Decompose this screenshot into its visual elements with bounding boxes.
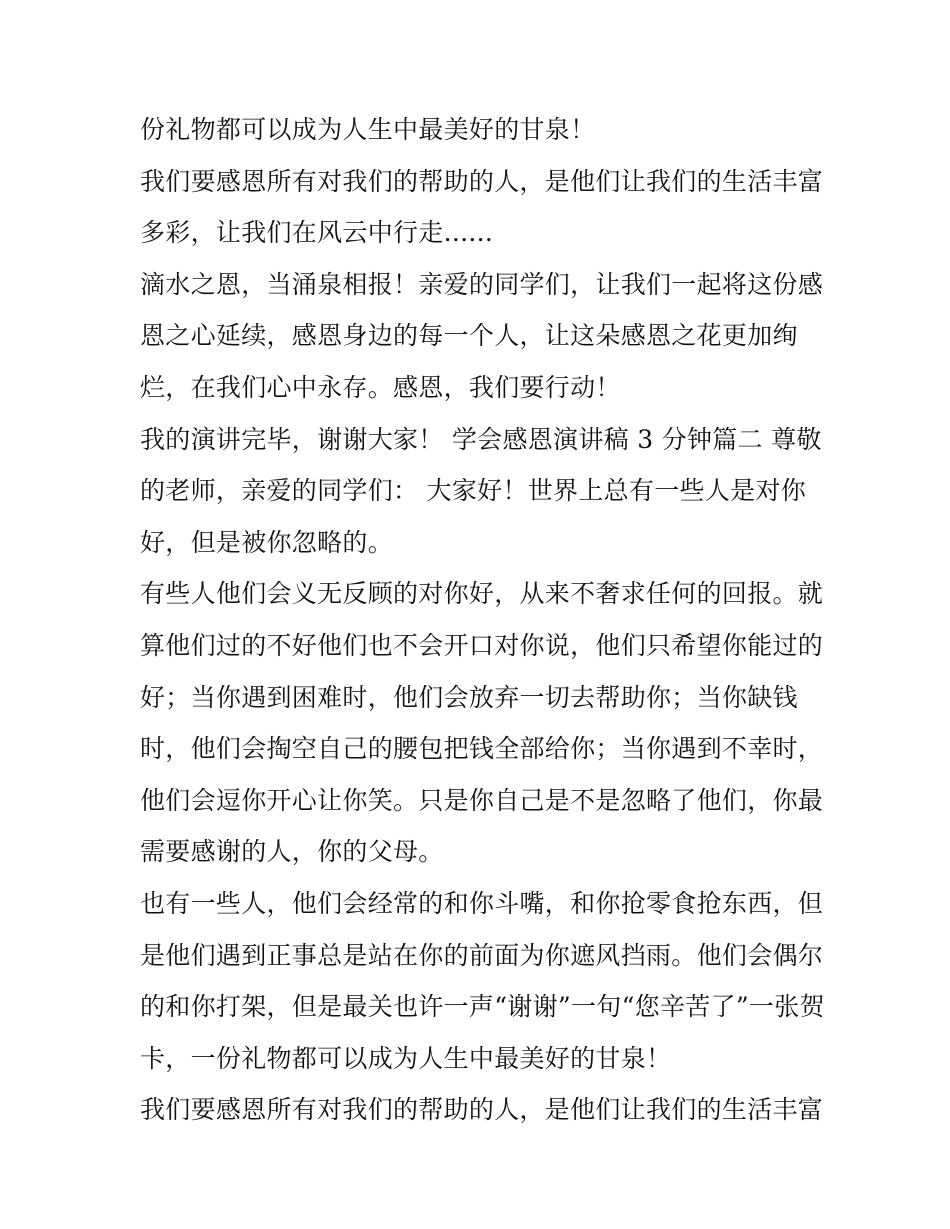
- text-line: 有些人他们会义无反顾的对你好，从来不奢求任何的回报。就: [140, 579, 824, 609]
- text-line: 多彩，让我们在风云中行走......: [140, 218, 494, 248]
- text-line: 份礼物都可以成为人生中最美好的甘泉！: [140, 115, 596, 144]
- text-line: 卡，一份礼物都可以成为人生中最美好的甘泉！: [140, 1043, 672, 1073]
- text-line: 我们要感恩所有对我们的帮助的人，是他们让我们的生活丰富: [140, 166, 824, 196]
- text-line: 是他们遇到正事总是站在你的前面为你遮风挡雨。他们会偶尔: [140, 940, 824, 970]
- text-line: 也有一些人，他们会经常的和你斗嘴，和你抢零食抢东西，但: [140, 888, 824, 918]
- text-line: 的老师，亲爱的同学们： 大家好！世界上总有一些人是对你: [140, 476, 807, 506]
- text-line: 滴水之恩，当涌泉相报！亲爱的同学们，让我们一起将这份感: [140, 269, 824, 299]
- text-line: 烂，在我们心中永存。感恩，我们要行动！: [140, 372, 621, 402]
- text-line: 需要感谢的人，你的父母。: [140, 837, 444, 867]
- text-line: 时，他们会掏空自己的腰包把钱全部给你；当你遇到不幸时，: [140, 734, 824, 764]
- text-line: 好；当你遇到困难时，他们会放弃一切去帮助你；当你缺钱: [140, 682, 798, 712]
- text-line: 恩之心延续，感恩身边的每一个人，让这朵感恩之花更加绚: [140, 321, 798, 351]
- text-line: 他们会逗你开心让你笑。只是你自己是不是忽略了他们，你最: [140, 785, 824, 815]
- text-line: 的和你打架，但是最关也许一声“谢谢”一句“您辛苦了”一张贺: [140, 992, 825, 1022]
- text-line: 我们要感恩所有对我们的帮助的人，是他们让我们的生活丰富: [140, 1095, 824, 1125]
- text-line: 算他们过的不好他们也不会开口对你说，他们只希望你能过的: [140, 630, 824, 660]
- text-line: 好，但是被你忽略的。: [140, 527, 394, 557]
- document-body: [140, 104, 825, 1136]
- text-line: 我的演讲完毕，谢谢大家！ 学会感恩演讲稿 3 分钟篇二 尊敬: [140, 424, 822, 454]
